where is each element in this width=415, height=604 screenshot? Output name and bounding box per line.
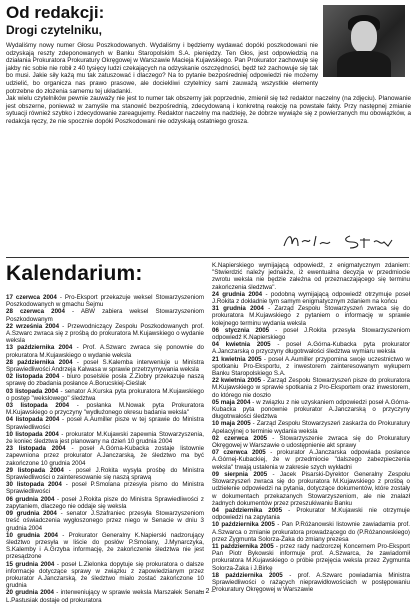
- entry-text: - Zarząd Zespołu Stowarzyszeń pisze do prokuratora M.Kujawskiego w sprawie spotkania z Pro-Eksportem oraz inwestorem, do którego nie doszło: [212, 377, 410, 399]
- entry-date: 02 listopada 2004: [6, 373, 60, 381]
- entry-date: 22 września 2004: [6, 322, 60, 330]
- calendar-entry: [6, 294, 204, 308]
- entry-text: - poseł A.Górna-Kubacka pyta prokurator A.Janczarską o przyczyny długotrwałości śledztwa wymiaru weksla: [212, 341, 411, 356]
- entry-text: - Zarząd Zespołu Stowarzyszeń zwraca się do prokuratora M.Kujawskiego z pytaniem o informację w sprawie kolejnego terminu wydania weksla: [212, 305, 410, 327]
- entry-date: 21 kwietnia 2005: [212, 355, 262, 363]
- calendar-entry: [212, 521, 410, 543]
- calendar-entry: [212, 435, 410, 449]
- entry-text: - prokurator M.Kujawski zapewnia Stowarzyszenia, że koniec śledztwa jest planowany na dzień 10 grudnia 2004: [6, 430, 204, 446]
- entry-date: 13 października 2004: [6, 344, 73, 352]
- entry-text: - poseł A.Aumiller pisze w tej sprawie do Ministra Sprawiedliwości: [6, 416, 204, 431]
- calendar-entry: [212, 471, 410, 507]
- entry-text: - Pan P.Różanowski listownie zawiadamia prof. A.Szwarca o zmianie prokuratora prowadzącego do (P.Różanowskiego) przez Zygmunta Solorza-Żaka do zmiany prezesa: [212, 521, 410, 543]
- entry-text: - interweniujący w sprawie weksla Marszałek Senatu L.Pastusiak dostaje od prokuratora: [6, 589, 204, 604]
- entry-date: 15 grudnia 2004: [6, 560, 55, 568]
- calendar-entry: [212, 377, 410, 399]
- calendar-entry: [6, 388, 204, 402]
- entry-date: 30 listopada 2004: [6, 481, 62, 489]
- entry-date: 06 grudnia 2004: [6, 495, 55, 503]
- calendar-entry: [212, 262, 410, 291]
- calendar-entry: [212, 420, 410, 434]
- entry-text: - poseł A.Aumiller przypomina swoje uczestnictwo w spotkaniu Pro-Eksportu, z inwestorem zainteresowanym wykupem Banku Staropolskiego S.A.: [212, 355, 410, 378]
- calendar-entry: [212, 399, 410, 421]
- entry-date: 24 grudnia 2004: [212, 290, 263, 298]
- entry-text: - poseł S.Kalemba interweniuje u Ministra Sprawiedliwości Andrzeja Kalwasa w sprawie przetrzymywania weksla: [6, 358, 204, 374]
- entry-text: - Prokurator M.Kujawski nie otrzymuje odpowiedzi na zapytania: [212, 506, 410, 522]
- entry-date: 04 kwietnia 2005: [212, 341, 271, 349]
- calendar-entry: [6, 496, 204, 510]
- entry-date: 20 grudnia 2004: [6, 589, 54, 597]
- entry-text: - ABW zabiera weksel Stowarzyszeniom Poszkodowanym: [6, 308, 204, 323]
- calendar-entry: [6, 308, 204, 322]
- entry-text: - poseł J.Rokita przesyła Stowarzyszeniom odpowiedź K.Napierskiego: [212, 326, 410, 342]
- calendar-entry: [6, 532, 204, 561]
- editorial-paragraph: Jak wielu czytelników pewnie zauważy nie jest to numer tak obszerny jak poprzednie, zmienił się też redaktor naczelny (na zdjęciu). Planowanie jest obszerne, ponieważ w zamyśle ma stanowić bezpośrednią, zdecydowaną i konkretną reakcję na powstałe fakty. Przy następnej zmianie sytuacji również szybko i zdecydowanie zareagujemy. Redaktor naczelny ma nadzieję, że dobrze wywiąże się z powierzanych mu obowiązków, a redakcja ręczy, że nie spocznie dopóki Poszkodowani nie odzyskają ostatniego grosza.: [6, 95, 411, 125]
- entry-date: 05 maja 2004: [212, 398, 251, 406]
- calendar-entry: [6, 323, 204, 345]
- calendar-entry: [6, 561, 204, 590]
- kalendarium-left-column: [6, 294, 204, 604]
- calendar-entry: [212, 327, 410, 341]
- page-number: – 2 –: [199, 588, 216, 595]
- calendar-entry: [212, 507, 410, 521]
- calendar-entry: [6, 467, 204, 481]
- entry-text: - poseł P.Smolana przesyła pismo do Ministra Sprawiedliwości: [6, 481, 204, 496]
- entry-date: 31 grudnia 2004: [212, 305, 264, 313]
- section-divider: [6, 257, 409, 258]
- calendar-entry: [212, 291, 410, 305]
- entry-text: - poseł A.Górna-Kubacka zostaje listownie zapewniona przez prokurator A.Janczarską, że śledztwo ma być zakończone 10 grudnia 2004: [6, 445, 205, 467]
- entry-date: 22 kwietnia 2005: [212, 377, 262, 385]
- entry-date: 28 czerwca 2004: [6, 308, 65, 316]
- entry-date: 09 sierpnia 2005: [212, 470, 268, 478]
- entry-text: - poseł L.Zielonka dopytuje się prokuratora o dalsze informacje dotyczące sprawy w związku z zapowiedzianym przez prokurator A.Janczarską, że śledztwo miało zostać zakończone 10 grudnia: [6, 560, 204, 590]
- entry-text: - senator A.Kurska pyta prokuratora M.Kujawskiego o postęp "wekslowego" śledztwa: [6, 387, 205, 402]
- entry-text: - Zarząd Zespołu Stowarzyszeń zaskarża do Prokuratury Apelacyjnej o terminie wydania weksla: [212, 420, 410, 435]
- entry-text: - poseł J.Rokita wysyła prośbę do Ministra Sprawiedliwości o zainteresowanie się naszą sprawą: [6, 466, 205, 482]
- calendar-entry: [6, 445, 204, 467]
- calendar-entry: [6, 373, 204, 387]
- calendar-entry: [6, 359, 204, 373]
- entry-date: 09 grudnia 2004: [6, 510, 57, 518]
- entry-text: - poseł J.Rokita pisze do Ministra Sprawiedliwości z zapytaniem, dlaczego nie oddaje się weksla: [6, 495, 204, 510]
- kalendarium-title: Kalendarium:: [6, 262, 143, 285]
- entry-text: - prokurator A.Janczarska odpowiada posłance A.Górnej-Kubackiej, że w przedmiocie "dalszego zabezpieczenia weksla" trwają ustalenia w zakresie szych wykładni: [212, 449, 410, 471]
- entry-date: 28 października 2004: [6, 358, 73, 366]
- entry-date: 11 października 2005: [212, 542, 274, 550]
- entry-text: K.Napierskiego wymijającą odpowiedź, z enigmatycznym zdaniem: "Stwierdzić należy jednakże, iż ewentualna decyzja w przedmiocie zwrotu weksla nie będzie zależna od przeznaczającego się terminu zakończenia śledztwa".: [212, 262, 410, 291]
- calendar-entry: [212, 341, 410, 355]
- entry-date: 23 listopada 2004: [6, 445, 66, 453]
- entry-date: 06 stycznia 2005: [212, 326, 270, 334]
- entry-date: 03 listopada 2004: [6, 387, 59, 395]
- calendar-entry: [6, 510, 204, 532]
- editorial-title: Od redakcji:: [6, 3, 105, 22]
- entry-date: 10 listopada 2004: [6, 430, 59, 438]
- entry-date: 29 listopada 2004: [6, 466, 64, 474]
- entry-text: - biuro poselskie posła Z.Ziobry przekazuje naszą sprawę do zbadania posłance A.Borucskiej-Cieślak: [6, 373, 204, 388]
- entry-text: - posłanka M.Nowak pyta Prokuratora M.Kujawskiego o przyczyny "wydłużonego okresu badania weksla": [6, 402, 204, 417]
- entry-text: - Prokurator Generalny K.Napierski nadzorujący śledztwo przesyła w liście do posłów P.Smolany, J.Mynarczyka, S.Kalemby i A.Grzyba informację, że zakończenie śledztwa nie jest przesądzone: [6, 531, 204, 561]
- entry-text: - Przewodniczący Zespołu Poszkodowanych prof. A.Szwarc zwraca się z prośbą do prokuratora M.Kujawskiego o wydanie weksla: [6, 322, 204, 345]
- entry-date: 07 czerwca 2005: [212, 449, 266, 457]
- calendar-entry: [6, 431, 204, 445]
- entry-date: 10 grudnia 2004: [6, 531, 58, 539]
- editor-signature: [280, 230, 400, 252]
- calendar-entry: [6, 344, 204, 358]
- calendar-entry: [212, 356, 410, 378]
- entry-text: - w związku z nie uzyskaniem odpowiedzi poseł A.Górna-Kubacka pyta ponownie prokurator A.Janczarską o przyczyny długotrwałości śledztwa: [212, 398, 410, 421]
- kalendarium-right-column: [212, 262, 410, 593]
- entry-text: - prof. A.Szwarc powiadamia Ministra Sprawiedliwości o rażących nieprawidłowościach w postępowaniu Prokuratury Okręgowej w Warszawie: [212, 571, 410, 594]
- calendar-entry: [6, 481, 204, 495]
- calendar-entry: [212, 449, 410, 471]
- calendar-entry: [212, 305, 410, 327]
- calendar-entry: [6, 416, 204, 430]
- editorial-header: [6, 4, 306, 37]
- calendar-entry: [212, 543, 410, 572]
- entry-text: - Jacek Pisarski-Dyrektor Generalny Zespołu Stowarzyszeń zwraca się do prokuratora M.Kujawskiego z prośbą o udzielenie odpowiedzi na pytania, dotyczące dokumentów, które zostały w dokumentach przekazanych Stowarzyszeniom, ale nie znalazł żadnych dokumentów przez przeszukiwaniu Banku: [212, 470, 410, 507]
- editorial-paragraph: Wydaliśmy nowy numer Głosu Poszkodowanych. Wydaliśmy i będziemy wydawać dopóki poszkodowani nie odzyskają reszty zdeponowanych w Banku Staropolskim S.A. pieniędzy. Ten Głos, jest odpowiedzią na działania Prokuratora Prokuratury Okręgowej w Warszawie Macieja Kujawskiego. Pan Prokurator zachowuje się jakby nic sobie nie robił z 40 tysięcy ludzi czekających na odzyskanie oszczędności, będź też zachowuje się tak bo musi. Jakie siły każą mu tak zatuszować i dlaczego? Na to pytanie bezpośredniej odpowiedzi nie możemy udzielić, bo organicza nas prawo prasowe, ale dociekliwi czytelnicy sami zauważą wszystkie elementy potrzebne do złożenia samemu tej układanki.: [6, 42, 318, 95]
- entry-date: 04 listopada 2004: [6, 416, 60, 424]
- entry-date: 18 października 2005: [212, 571, 283, 579]
- calendar-entry: [6, 402, 204, 416]
- entry-date: 04 października 2005: [212, 506, 283, 514]
- entry-date: 10 października 2005: [212, 521, 275, 529]
- entry-date: 10 maja 2005: [212, 420, 251, 428]
- entry-text: - Stowarzyszenie zwraca się do Prokuratury Okręgowej w Warszawie o udostępnienie akt sprawy: [212, 434, 410, 450]
- entry-text: - Prof. A.Szwarc zwraca się ponownie do prokuratora M.Kujawskiego o wydanie weksla: [6, 344, 204, 359]
- entry-text: - przez rady nadzorczej Koncernem Pro-Eksport Pan Piotr Bykowski informuje prof. A.Szwarca, że zawiadomił prokuratora M.Kujawskiego o próbie przejęcia weksla przez Zygmunta Solorza-Żaka i J.Birkę: [212, 542, 410, 572]
- entry-text: - podobną wymijającą odpowiedź otrzymuje poseł J.Rokita z dokładnie tym samym enigmatycznym zdaniem na końcu: [212, 290, 410, 306]
- editorial-greeting: Drogi czytelniku,: [6, 23, 103, 37]
- entry-text: - Pro-Eksport przekazuje weksel Stowarzyszeniom Poszkodowanych w gmachu Sejmu: [6, 294, 204, 309]
- entry-text: - senator J.Szafraniec przesyła Stowarzyszeniom treść oświadczenia wygłoszonego przez niego w Senacie w dniu 3 grudnia 2004: [6, 510, 204, 532]
- entry-date: 02 czerwca 2005: [212, 434, 268, 442]
- editorial-text: [6, 42, 411, 126]
- entry-date: 17 czerwca 2004: [6, 294, 57, 301]
- entry-date: 03 listopada 2004: [6, 402, 70, 410]
